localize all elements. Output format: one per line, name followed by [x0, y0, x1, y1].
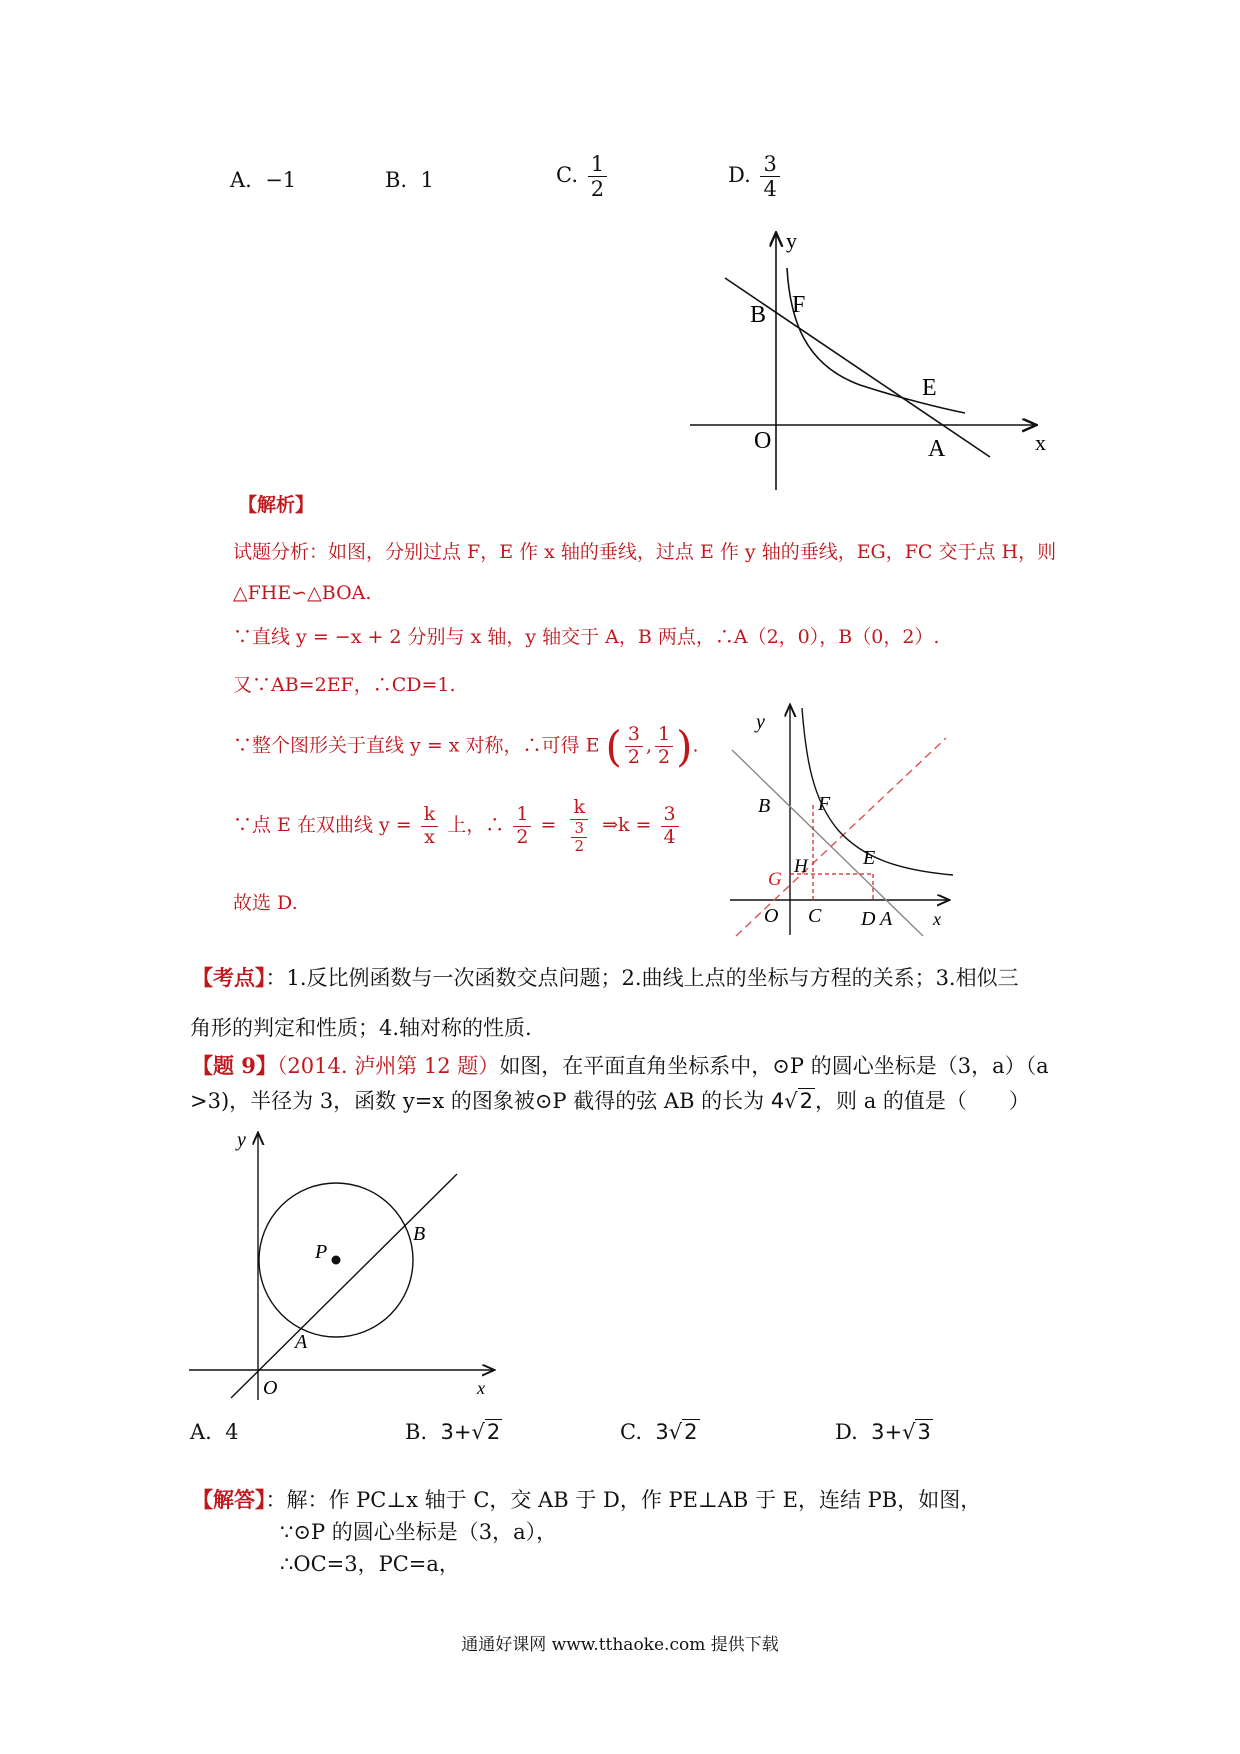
analysis-line-7: 故选 D. — [233, 892, 298, 914]
label-c: C — [808, 905, 822, 927]
label-x: x — [933, 909, 941, 929]
q9-figure — [185, 1118, 505, 1408]
label-y: y — [786, 230, 797, 253]
analysis-line-3: ∵直线 y = −x + 2 分别与 x 轴，y 轴交于 A，B 两点，∴A（2，0），B（0，2）. — [233, 626, 940, 648]
q8-option-c: C. $\frac{1}{2}$ — [556, 152, 610, 201]
q9-option-d: D. 3+√3 — [835, 1420, 931, 1444]
label-f: F — [818, 793, 831, 815]
q9-line-1: 【题 9】（2014. 泸州第 12 题）如图，在平面直角坐标系中，⊙P 的圆心坐标是（3，a）（a — [192, 1053, 1049, 1078]
label-b: B — [758, 795, 771, 817]
label-x: x — [1035, 430, 1046, 455]
kaodian-line-1: 【考点】：1.反比例函数与一次函数交点问题；2.曲线上点的坐标与方程的关系；3.相似三 — [192, 965, 1019, 990]
analysis-header: 【解析】 — [238, 494, 315, 516]
q9-option-b: B. 3+√2 — [405, 1420, 501, 1444]
kaodian-line-2: 角形的判定和性质；4.轴对称的性质. — [190, 1016, 532, 1040]
label-a: A — [295, 1331, 308, 1353]
label-y: y — [237, 1129, 246, 1151]
label-b: B — [413, 1223, 426, 1245]
hyperbola — [802, 708, 953, 875]
center-p — [332, 1256, 341, 1265]
label-a: A — [928, 436, 946, 462]
label-a: A — [880, 908, 893, 930]
q8-option-b: B. 1 — [385, 168, 434, 192]
label-b: B — [750, 302, 767, 328]
q8-option-a: A. −1 — [230, 168, 297, 192]
q9-option-c: C. 3√2 — [620, 1420, 698, 1444]
label-o: O — [754, 428, 772, 454]
hyperbola — [787, 268, 965, 413]
answer-line-3: ∴OC=3，PC=a， — [280, 1552, 460, 1576]
q8-figure-2 — [728, 700, 958, 940]
label-p: P — [315, 1241, 328, 1263]
label-y: y — [756, 711, 765, 733]
label-o: O — [263, 1377, 278, 1399]
analysis-line-6: ∵点 E 在双曲线 y = $\frac{k}{x}$ 上，∴ $\frac{1}{2}$ = $\frac{k}{\frac{3}{2}}$ ⇒k = $\frac{3}{4}$ — [233, 797, 682, 855]
answer-line-1: 【解答】：解：作 PC⊥x 轴于 C，交 AB 于 D，作 PE⊥AB 于 E，连结 PB，如图， — [192, 1487, 982, 1512]
q9-option-a: A. 4 — [190, 1420, 239, 1444]
line-ab — [732, 750, 923, 936]
q9-line-2: >3)，半径为 3，函数 y=x 的图象被⊙P 截得的弦 AB 的长为 4√2，则 a 的值是（ ） — [190, 1089, 1030, 1113]
line-y-eq-x — [231, 1174, 457, 1398]
label-e: E — [922, 375, 937, 401]
q8-option-d: D. $\frac{3}{4}$ — [728, 152, 783, 201]
analysis-line-1: 试题分析：如图，分别过点 F，E 作 x 轴的垂线，过点 E 作 y 轴的垂线，EG，FC 交于点 H，则 — [233, 541, 1057, 563]
label-h: H — [794, 856, 808, 877]
label-e: E — [863, 847, 876, 869]
label-x: x — [477, 1378, 485, 1398]
label-f: F — [792, 292, 806, 318]
analysis-line-5: ∵整个图形关于直线 y = x 对称，∴可得 E ( $\frac{3}{2}$ , $\frac{1}{2}$ ). — [233, 722, 699, 771]
analysis-line-4: 又∵AB=2EF，∴CD=1. — [233, 674, 456, 696]
analysis-line-2: △FHE∽△BOA. — [233, 582, 372, 604]
label-g: G — [768, 869, 782, 890]
q8-figure-1 — [690, 230, 1060, 495]
label-o: O — [764, 905, 779, 927]
label-d: D — [861, 908, 876, 930]
page-footer: 通通好课网 www.tthaoke.com 提供下载 — [461, 1635, 779, 1655]
answer-line-2: ∵⊙P 的圆心坐标是（3，a）， — [280, 1520, 558, 1544]
